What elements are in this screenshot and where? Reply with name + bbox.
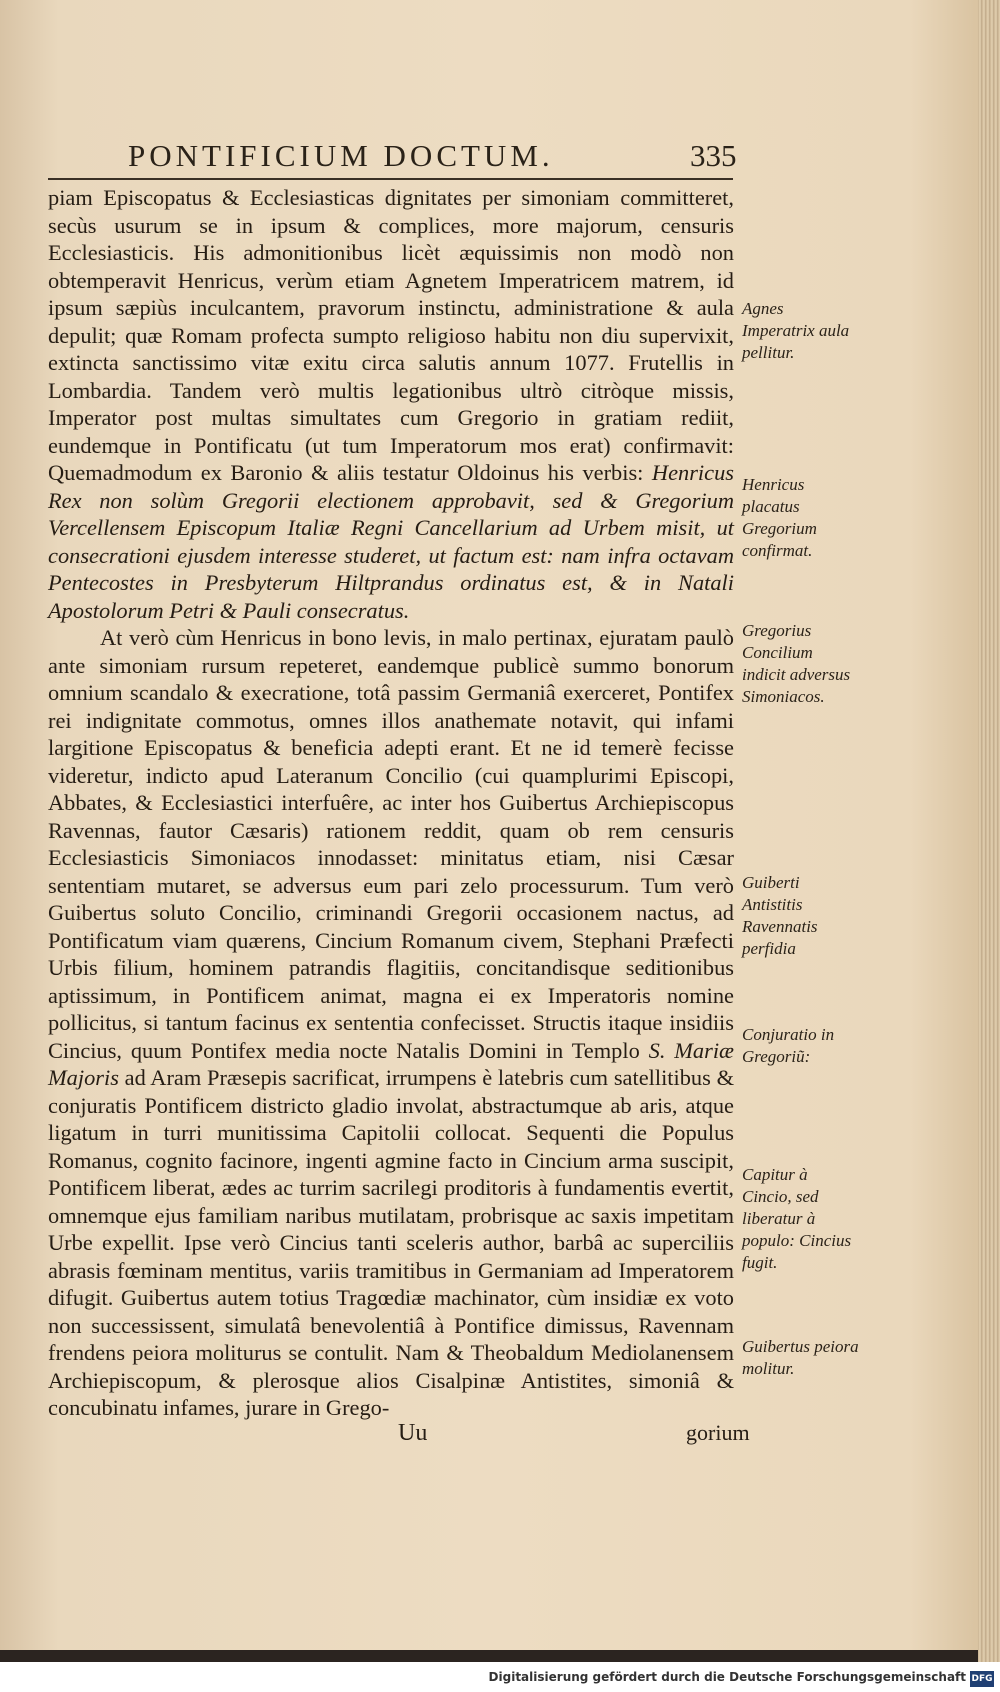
paragraph-2-text-a: At verò cùm Henricus in bono levis, in malo pertinax, ejuratam paulò ante simoniam rursum repeteret, eandemque publicè summo bonorum omnium scandalo & execratione, totâ passim Germaniâ exerceret, Pontifex rei indignitate commotus, omnes illos anathemate notavit, qui infami largitione Episcopatus & beneficia adepti erant. Et ne id temerè fecisse videretur, indicto apud Lateranum Concilio (cui quamplurimi Episcopi, Abbates, & Ecclesiastici interfuêre, ac inter hos Guibertus Archiepiscopus Ravennas, fautor Cæsaris) rationem reddit, quam ob rem censuris Ecclesiasticis Simoniacos innodasset: minitatus etiam, nisi Cæsar sententiam mutaret, se adversus eum pari zelo processurum. Tum verò Guibertus soluto Concilio, criminandi Gregorii occasionem nactus, ad Pontificatum viam quærens, Cincium Romanum civem, Stephani Præfecti Urbis filium, hominem patrandis flagitiis, concitandisque seditionibus aptissimum, in Pontificem animat, magna ei ex Imperatoris nomine pollicitus, si tantum facinus ex sententia confecisset. Structis itaque insidiis Cincius, quum Pontifex media nocte Natalis Domini in Templo — [48, 625, 734, 1063]
margin-note: Gregorius Concilium indicit adversus Simoniacos. — [742, 621, 851, 706]
funding-credit: Digitalisierung gefördert durch die Deutsche Forschungsgemeinschaft — [488, 1670, 966, 1684]
margin-note: Guiberti Antistitis Ravennatis perfidia — [742, 873, 818, 958]
main-text — [48, 184, 734, 1422]
page-header — [124, 138, 740, 178]
paragraph-1 — [48, 184, 734, 624]
catchword: gorium — [686, 1420, 750, 1445]
margin-note: Conjuratio in Gregoriũ: — [742, 1025, 835, 1066]
paragraph-1-text: piam Episcopatus & Ecclesiasticas dignitates per simoniam committeret, secùs usurum se in ipsum & complices, more majorum, censuris Ecclesiasticis. His admonitionibus licèt æquissimis non modò non obtemperavit Henricus, verùm etiam Agnetem Imperatricem matrem, id ipsum sæpiùs inculcantem, pravorum instinctu, administratione & aula depulit; quæ Romam profecta sumpto religioso habitu non diu supervixit, extincta sanctissimo vitæ exitu circa salutis annum 1077. Frutellis in Lombardia. Tandem verò multis legationibus ultrò citròque missis, Imperator post multas simultates cum Gregorio in gratiam rediit, eundemque in Pontificatu (ut tum Imperatorum mos erat) confirmavit: Quemadmodum ex Baronio & aliis testatur Oldoinus his verbis: — [48, 185, 734, 485]
header-rule — [48, 178, 733, 180]
oldoinus-quotation: Henricus Rex non solùm Gregorii electionem approbavit, sed & Gregorium Vercellensem Episcopum Italiæ Regni Cancellarium ad Urbem misit, ut consecrationi ejusdem interesse studeret, ut factum est: nam infra octavam Pentecostes in Presbyterum Hiltprandus ordinatus est, & in Natali Apostolorum Petri & Pauli consecratus. — [48, 460, 734, 623]
margin-note: Henricus placatus Gregorium confirmat. — [742, 475, 817, 560]
margin-note: Capitur à Cincio, sed liberatur à populo: Cincius fugit. — [742, 1165, 852, 1272]
margin-note: Guibertus peiora molitur. — [742, 1337, 859, 1378]
running-title: PONTIFICIUM DOCTUM. — [128, 138, 554, 173]
paragraph-2 — [48, 624, 734, 1422]
paragraph-2-text-b: ad Aram Præsepis sacrificat, irrumpens è latebris cum satellitibus & conjuratis Pontificem districto gladio involat, abstractumque ab aris, atque ligatum in turri munitissima Capitolii collocat. Sequenti die Populus Romanus, cognito facinore, ingenti agmine facto in Cincium arma suscipit, Pontificem liberat, ædes ac turrim sacrilegi proditoris à fundamentis evertit, omnemque ejus familiam naribus mutilatam, probrisque ac saxis impetitam Urbe expellit. Ipse verò Cincius tanti sceleris author, barbâ ac superciliis abrasis fœminam mentitus, variis tramitibus in Germaniam ad Imperatorem difugit. Guibertus autem totius Tragœdiæ machinator, cùm insidiæ ex voto non successissent, simulatâ benevolentiâ à Pontifice dimissus, Ravennam frendens peiora moliturus se contulit. Nam & Theobaldum Mediolanensem Archiepiscopum, & plerosque alios Cisalpinæ Antistites, simoniâ & concubinatu infames, jurare in Grego- — [48, 1065, 734, 1420]
signature-mark: Uu — [398, 1420, 428, 1446]
page-edge — [978, 0, 1000, 1662]
margin-note: Agnes Imperatrix aula pellitur. — [742, 299, 850, 362]
digitization-footer — [0, 1668, 1000, 1692]
place-name: S. Mariæ Majoris — [48, 1037, 734, 1090]
page-number: 335 — [690, 138, 737, 173]
dfg-logo: DFG — [970, 1671, 994, 1687]
